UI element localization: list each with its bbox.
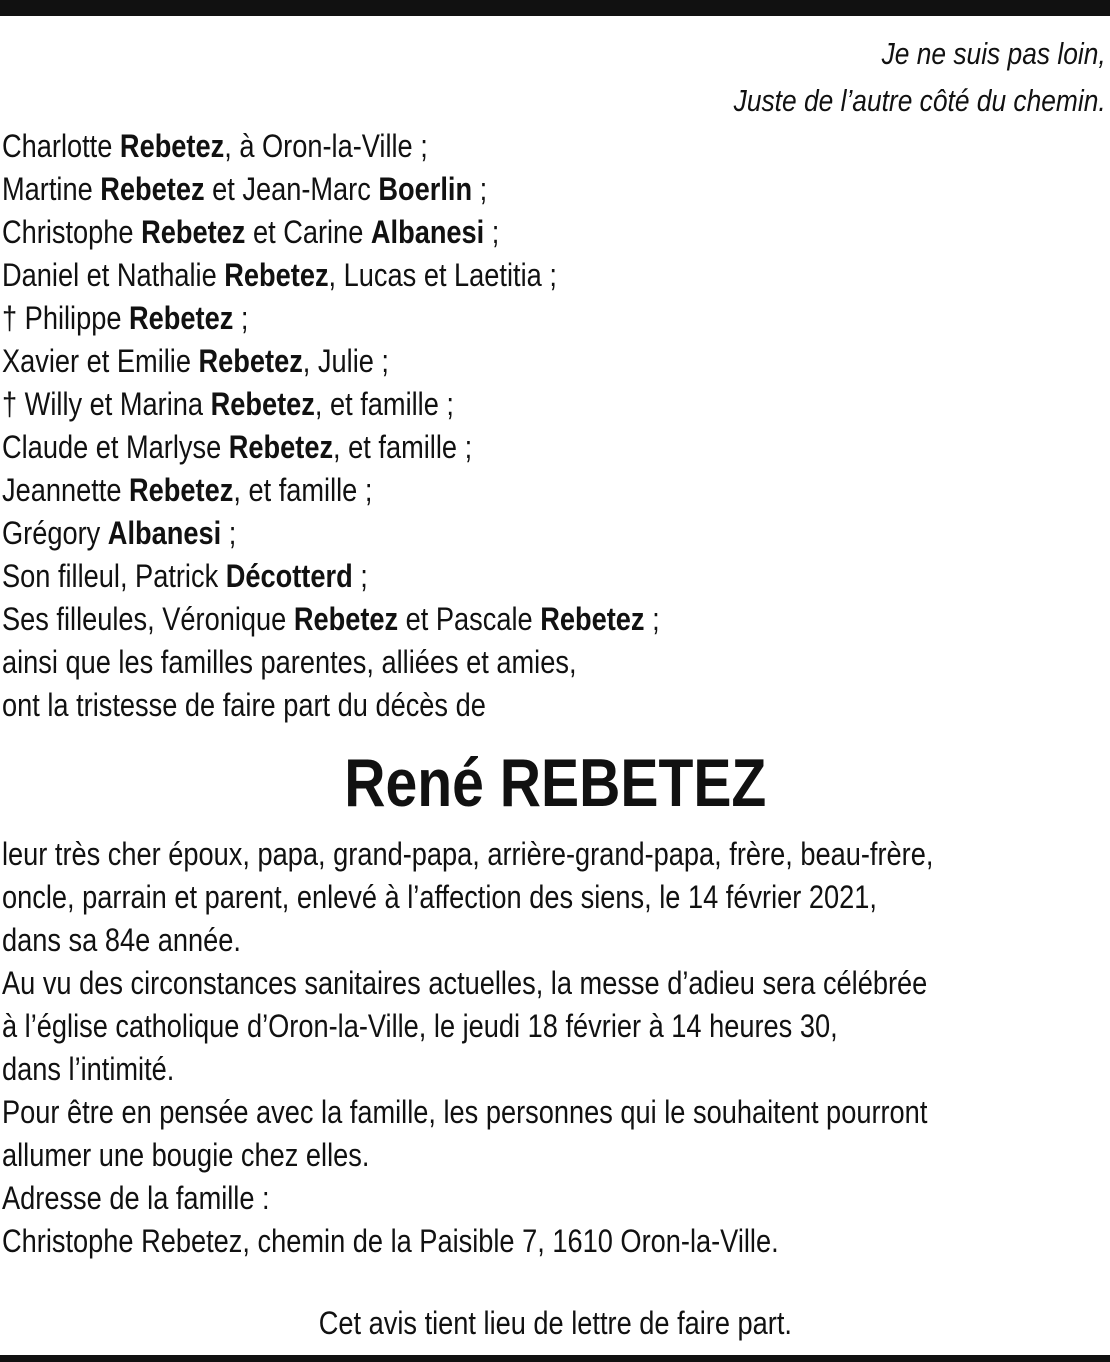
family-line: [2, 512, 660, 555]
surname: Rebetez: [119, 128, 225, 164]
family-text: , Julie ;: [302, 343, 389, 379]
family-text: Claude et Marlyse: [2, 429, 229, 465]
family-line: [2, 469, 660, 512]
surname: Rebetez: [198, 343, 303, 379]
surname: Décotterd: [225, 558, 353, 594]
family-text: , et famille ;: [314, 386, 454, 422]
family-text: ;: [221, 515, 237, 551]
deceased-name: René REBETEZ: [343, 745, 767, 821]
body-line: leur très cher époux, papa, grand-papa, arrière-grand-papa, frère, beau-frère,: [2, 836, 934, 872]
family-line: [2, 297, 660, 340]
quote-line: Juste de l’autre côté du chemin.: [733, 83, 1106, 118]
family-text: et Carine: [245, 214, 371, 250]
family-line: [2, 598, 660, 641]
family-text: , et famille ;: [333, 429, 473, 465]
family-line: [2, 641, 660, 684]
surname: Rebetez: [129, 472, 234, 508]
epigraph-quote: [734, 30, 1106, 124]
body-line: Adresse de la famille :: [2, 1180, 270, 1216]
surname: Albanesi: [107, 515, 222, 551]
family-text: Xavier et Emilie: [2, 343, 199, 379]
family-line: [2, 211, 660, 254]
surname: Rebetez: [210, 386, 315, 422]
body-line: dans l’intimité.: [2, 1051, 175, 1087]
surname: Rebetez: [129, 300, 234, 336]
surname: Rebetez: [293, 601, 399, 637]
body-line: oncle, parrain et parent, enlevé à l’affection des siens, le 14 février 2021,: [2, 879, 877, 915]
surname: Rebetez: [224, 257, 329, 293]
family-line: [2, 125, 660, 168]
family-list: [2, 125, 660, 727]
surname: Albanesi: [370, 214, 485, 250]
family-text: , Lucas et Laetitia ;: [328, 257, 557, 293]
family-text: ;: [484, 214, 500, 250]
notice-body: [2, 833, 933, 1263]
family-line: [2, 340, 660, 383]
family-text: Daniel et Nathalie: [2, 257, 225, 293]
family-text: , et famille ;: [233, 472, 373, 508]
surname: Rebetez: [228, 429, 334, 465]
family-text: ;: [472, 171, 488, 207]
body-line: allumer une bougie chez elles.: [2, 1137, 370, 1173]
family-text: Son filleul, Patrick: [2, 558, 226, 594]
family-line: [2, 684, 660, 727]
family-line: [2, 383, 660, 426]
family-line: [2, 426, 660, 469]
family-text: Christophe: [2, 214, 142, 250]
family-text: Martine: [2, 171, 101, 207]
body-line: Pour être en pensée avec la famille, les personnes qui le souhaitent pourront: [2, 1094, 928, 1130]
quote-line: Je ne suis pas loin,: [881, 36, 1106, 71]
body-line: dans sa 84e année.: [2, 922, 241, 958]
family-line: [2, 168, 660, 211]
family-text: ;: [644, 601, 660, 637]
family-text: † Willy et Marina: [2, 386, 211, 422]
surname: Rebetez: [141, 214, 246, 250]
family-text: ;: [233, 300, 249, 336]
family-text: ainsi que les familles parentes, alliées et amies,: [2, 644, 577, 680]
family-text: ont la tristesse de faire part du décès de: [2, 687, 486, 723]
footer-text: Cet avis tient lieu de lettre de faire part.: [318, 1305, 792, 1341]
family-text: ;: [352, 558, 368, 594]
family-line: [2, 254, 660, 297]
family-text: Jeannette: [2, 472, 130, 508]
family-text: Charlotte: [2, 128, 120, 164]
body-line: Christophe Rebetez, chemin de la Paisible 7, 1610 Oron-la-Ville.: [2, 1223, 779, 1259]
family-text: † Philippe: [2, 300, 130, 336]
family-text: et Jean-Marc: [204, 171, 379, 207]
family-text: Ses filleules, Véronique: [2, 601, 294, 637]
body-line: Au vu des circonstances sanitaires actuelles, la messe d’adieu sera célébrée: [2, 965, 928, 1001]
family-line: [2, 555, 660, 598]
deceased-name-heading: [0, 742, 1110, 824]
family-text: Grégory: [2, 515, 108, 551]
bottom-rule: [0, 1355, 1110, 1362]
family-text: , à Oron-la-Ville ;: [224, 128, 428, 164]
top-rule: [0, 0, 1110, 16]
surname: Boerlin: [378, 171, 473, 207]
footer-note: [0, 1302, 1110, 1345]
surname: Rebetez: [540, 601, 645, 637]
family-text: et Pascale: [398, 601, 541, 637]
body-line: à l’église catholique d’Oron-la-Ville, le jeudi 18 février à 14 heures 30,: [2, 1008, 838, 1044]
surname: Rebetez: [100, 171, 205, 207]
